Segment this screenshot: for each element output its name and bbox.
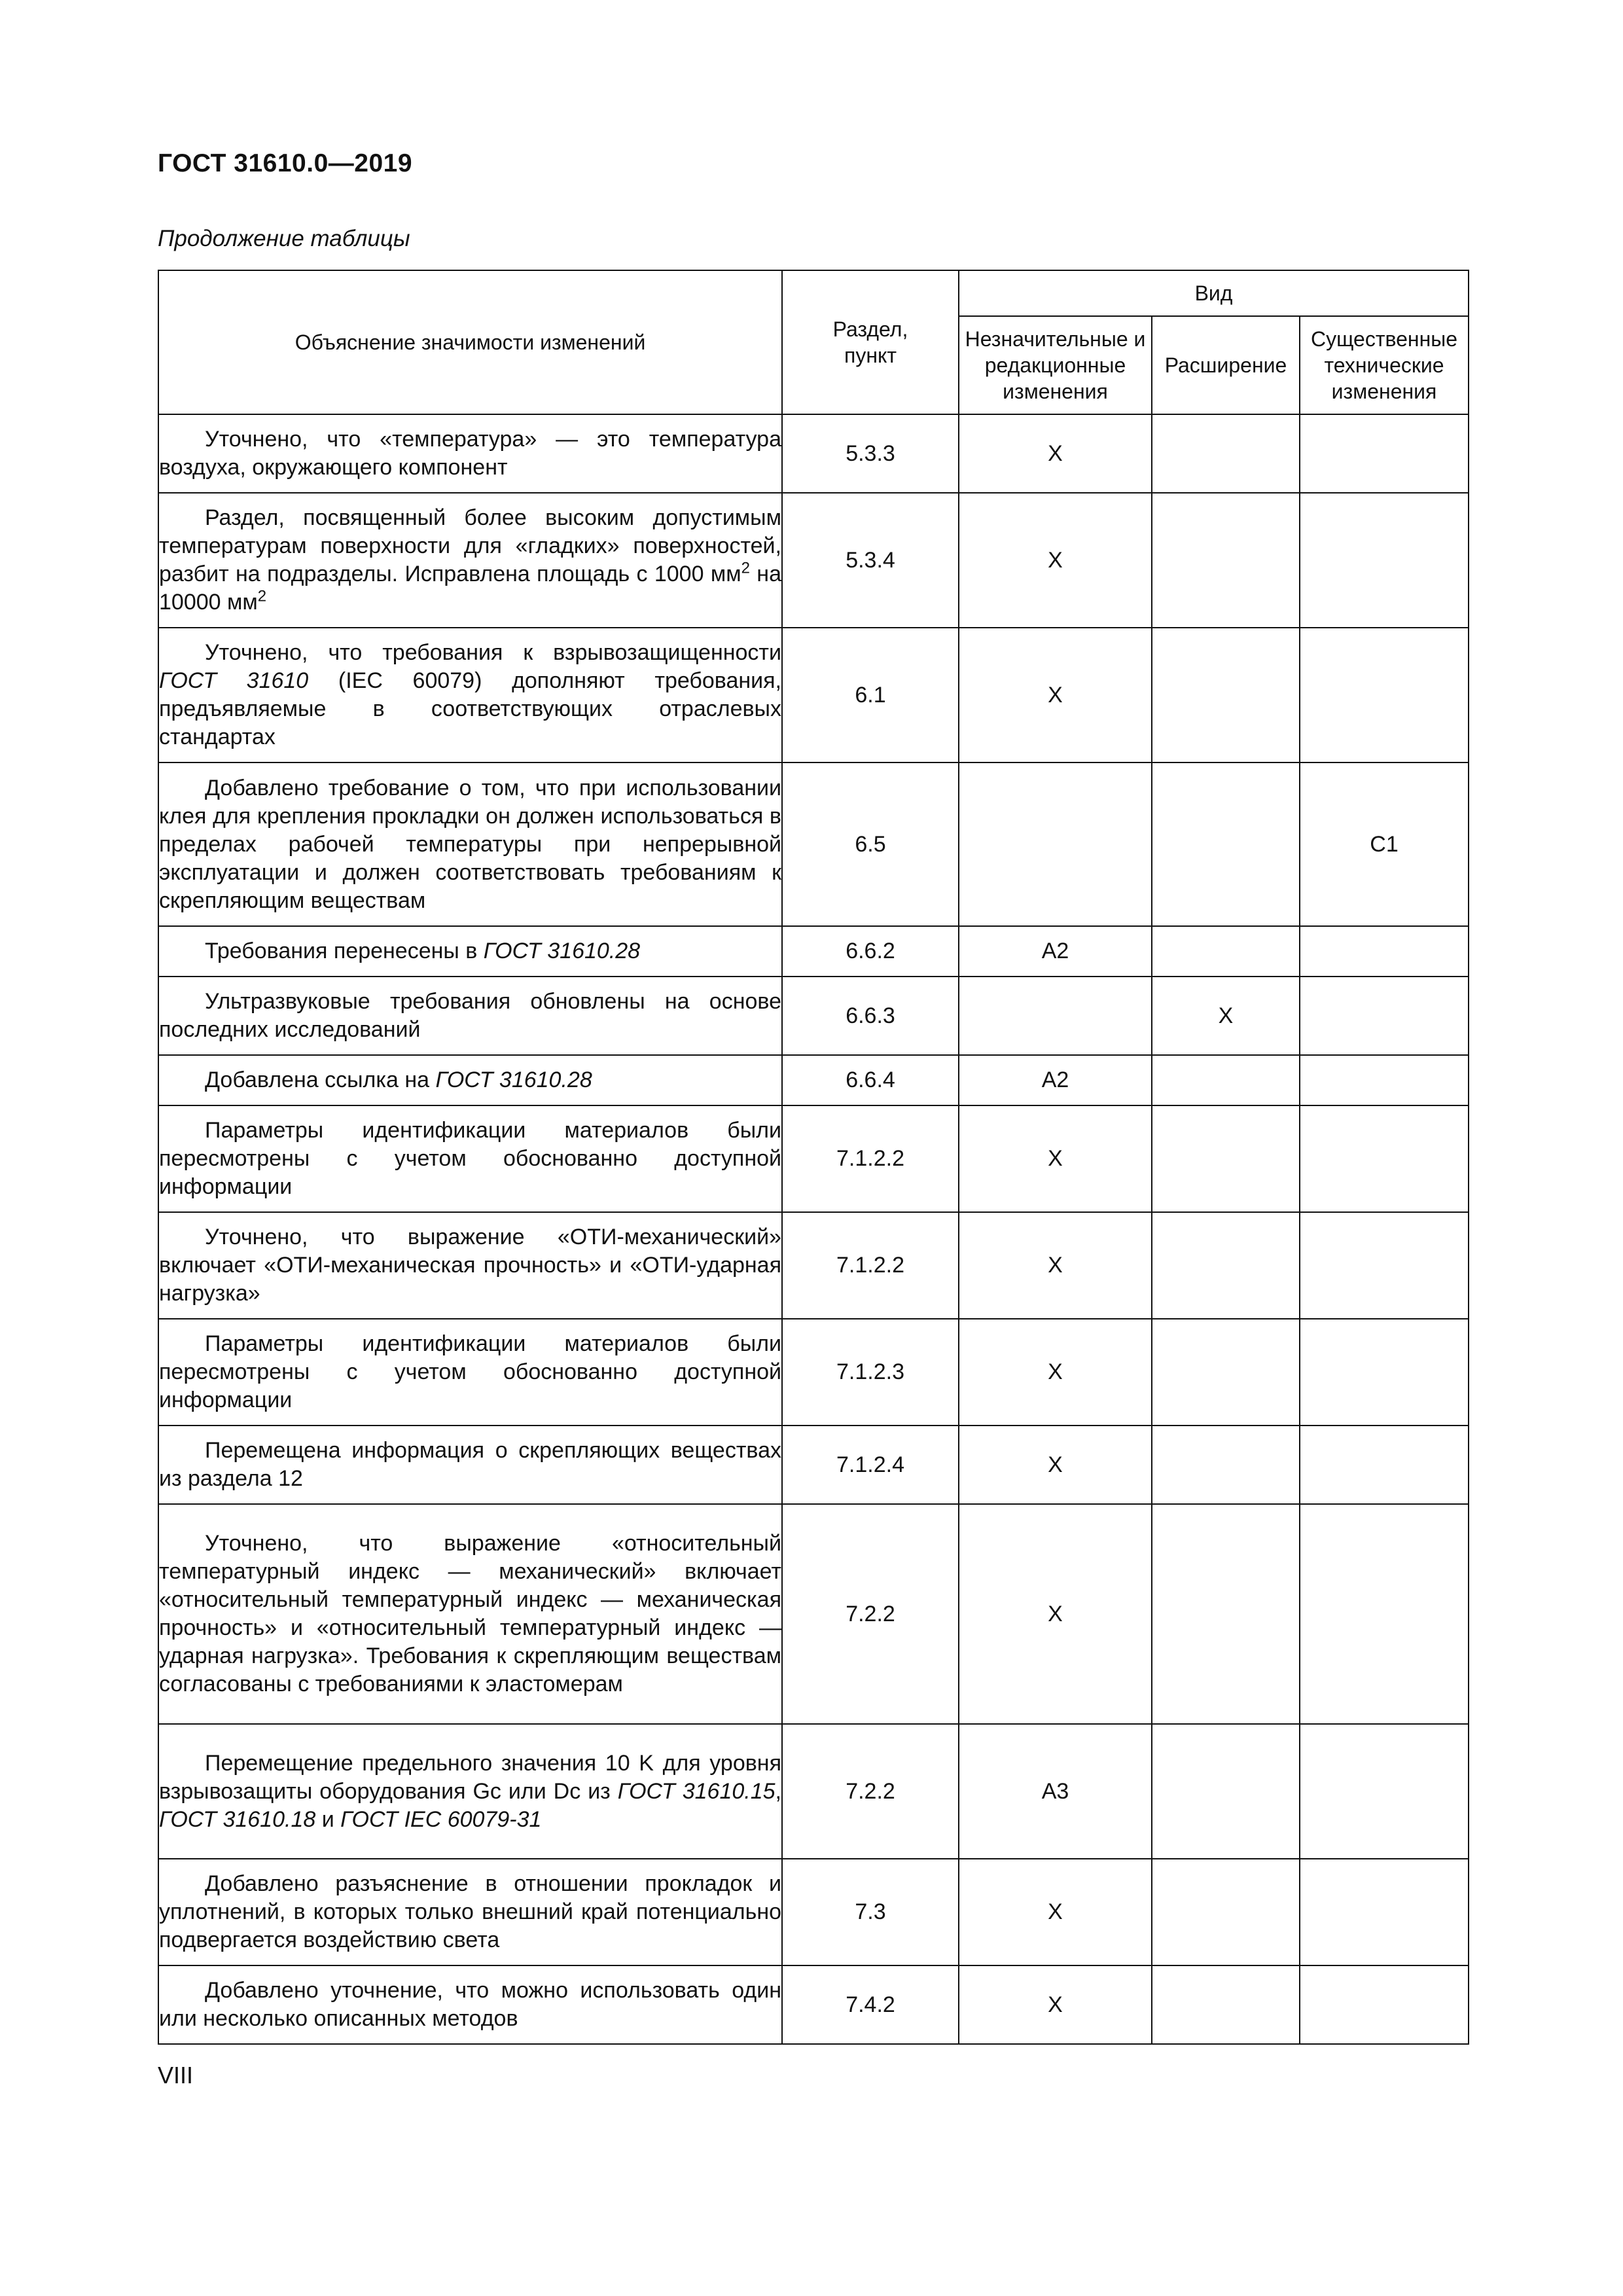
row-minor-mark: A2 bbox=[959, 1055, 1152, 1105]
row-explanation bbox=[158, 1965, 782, 2044]
row-explanation bbox=[158, 977, 782, 1055]
table-row bbox=[158, 1426, 1469, 1504]
row-major-mark bbox=[1300, 1105, 1469, 1212]
table-row bbox=[158, 628, 1469, 762]
row-explanation bbox=[158, 1055, 782, 1105]
table-row bbox=[158, 977, 1469, 1055]
changes-table bbox=[158, 270, 1469, 2045]
row-extension-mark bbox=[1152, 1319, 1300, 1426]
row-explanation-text: Перемещена информация о скрепляющих веществах из раздела 12 bbox=[159, 1438, 781, 1491]
row-extension-mark bbox=[1152, 414, 1300, 493]
row-extension-mark bbox=[1152, 1055, 1300, 1105]
row-explanation-text: Параметры идентификации материалов были пересмотрены с учетом обоснованно доступной информации bbox=[159, 1118, 781, 1199]
row-explanation bbox=[158, 1724, 782, 1859]
row-explanation-text: Уточнено, что выражение «ОТИ-механический» включает «ОТИ-механическая прочность» и «ОТИ-ударная нагрузка» bbox=[159, 1225, 781, 1306]
row-explanation bbox=[158, 628, 782, 762]
row-section: 5.3.3 bbox=[782, 414, 959, 493]
table-row bbox=[158, 1319, 1469, 1426]
row-extension-mark bbox=[1152, 926, 1300, 977]
row-explanation-text: Ультразвуковые требования обновлены на основе последних исследований bbox=[159, 989, 781, 1042]
table-row bbox=[158, 1212, 1469, 1319]
row-major-mark bbox=[1300, 1965, 1469, 2044]
row-explanation bbox=[158, 1319, 782, 1426]
row-minor-mark: X bbox=[959, 493, 1152, 628]
row-explanation bbox=[158, 414, 782, 493]
row-extension-mark bbox=[1152, 493, 1300, 628]
row-explanation-text: Раздел, посвященный более высоким допустимым температурам поверхности для «гладких» поверхностей, разбит на подразделы. Исправлена площадь с 1000 $мм^2$ на 10000 $мм^2$ bbox=[159, 505, 781, 615]
row-extension-mark bbox=[1152, 628, 1300, 762]
row-extension-mark bbox=[1152, 762, 1300, 926]
row-major-mark bbox=[1300, 1426, 1469, 1504]
row-explanation bbox=[158, 493, 782, 628]
table-row bbox=[158, 1504, 1469, 1724]
row-extension-mark bbox=[1152, 1965, 1300, 2044]
row-major-mark bbox=[1300, 1319, 1469, 1426]
row-minor-mark: X bbox=[959, 1319, 1152, 1426]
row-explanation bbox=[158, 1504, 782, 1724]
row-section: 7.2.2 bbox=[782, 1504, 959, 1724]
row-explanation-text: Уточнено, что выражение «относительный температурный индекс — механический» включает «относительный температурный индекс — механическая прочность» и «относительный температурный индекс — ударная нагрузка». Требования к скрепляющим веществам согласованы с требованиями к эластомерам bbox=[159, 1531, 781, 1696]
row-explanation-text: Добавлена ссылка на ГОСТ 31610.28 bbox=[205, 1067, 592, 1092]
row-minor-mark bbox=[959, 977, 1152, 1055]
row-explanation bbox=[158, 926, 782, 977]
row-major-mark bbox=[1300, 1724, 1469, 1859]
row-minor-mark: X bbox=[959, 1105, 1152, 1212]
row-explanation-text: Добавлено уточнение, что можно использовать один или несколько описанных методов bbox=[159, 1978, 781, 2031]
page-number: VIII bbox=[158, 2062, 194, 2089]
row-section: 7.1.2.2 bbox=[782, 1212, 959, 1319]
table-row bbox=[158, 414, 1469, 493]
row-major-mark bbox=[1300, 628, 1469, 762]
row-major-mark: C1 bbox=[1300, 762, 1469, 926]
document-header: ГОСТ 31610.0—2019 bbox=[158, 149, 413, 177]
row-major-mark bbox=[1300, 1859, 1469, 1965]
row-explanation-text: Уточнено, что «температура» — это температура воздуха, окружающего компонент bbox=[159, 427, 781, 480]
row-minor-mark: A3 bbox=[959, 1724, 1152, 1859]
row-extension-mark: X bbox=[1152, 977, 1300, 1055]
row-major-mark bbox=[1300, 493, 1469, 628]
row-minor-mark bbox=[959, 762, 1152, 926]
row-section: 7.1.2.3 bbox=[782, 1319, 959, 1426]
row-section: 7.1.2.4 bbox=[782, 1426, 959, 1504]
row-section: 7.2.2 bbox=[782, 1724, 959, 1859]
row-section: 6.6.3 bbox=[782, 977, 959, 1055]
row-extension-mark bbox=[1152, 1859, 1300, 1965]
table-continuation-label: Продолжение таблицы bbox=[158, 226, 410, 251]
row-section: 5.3.4 bbox=[782, 493, 959, 628]
row-major-mark bbox=[1300, 1055, 1469, 1105]
table-row bbox=[158, 1724, 1469, 1859]
table-row bbox=[158, 1105, 1469, 1212]
row-explanation bbox=[158, 1212, 782, 1319]
row-section: 6.6.2 bbox=[782, 926, 959, 977]
row-extension-mark bbox=[1152, 1212, 1300, 1319]
row-explanation bbox=[158, 1426, 782, 1504]
header-minor-changes: Незначительные и редакционные изменения bbox=[959, 316, 1152, 414]
row-minor-mark: A2 bbox=[959, 926, 1152, 977]
row-explanation-text: Добавлено разъяснение в отношении прокладок и уплотнений, в которых только внешний край потенциально подвергается воздействию света bbox=[159, 1871, 781, 1952]
table-row bbox=[158, 1055, 1469, 1105]
row-section: 7.4.2 bbox=[782, 1965, 959, 2044]
table-row bbox=[158, 1859, 1469, 1965]
table-row bbox=[158, 493, 1469, 628]
row-section: 6.1 bbox=[782, 628, 959, 762]
row-explanation-text: Добавлено требование о том, что при использовании клея для крепления прокладки он должен использоваться в пределах рабочей температуры при непрерывной эксплуатации и должен соответствовать требованиям к скрепляющим веществам bbox=[159, 775, 781, 913]
row-extension-mark bbox=[1152, 1504, 1300, 1724]
row-minor-mark: X bbox=[959, 1426, 1152, 1504]
row-major-mark bbox=[1300, 414, 1469, 493]
row-minor-mark: X bbox=[959, 1504, 1152, 1724]
row-extension-mark bbox=[1152, 1105, 1300, 1212]
header-kind: Вид bbox=[959, 270, 1469, 316]
header-section: Раздел, пункт bbox=[782, 270, 959, 414]
row-major-mark bbox=[1300, 1212, 1469, 1319]
row-minor-mark: X bbox=[959, 1965, 1152, 2044]
row-major-mark bbox=[1300, 977, 1469, 1055]
row-section: 7.3 bbox=[782, 1859, 959, 1965]
row-explanation bbox=[158, 762, 782, 926]
header-major-changes: Существенные технические изменения bbox=[1300, 316, 1469, 414]
table-row bbox=[158, 1965, 1469, 2044]
row-extension-mark bbox=[1152, 1724, 1300, 1859]
row-explanation bbox=[158, 1859, 782, 1965]
row-minor-mark: X bbox=[959, 628, 1152, 762]
row-explanation-text: Параметры идентификации материалов были пересмотрены с учетом обоснованно доступной информации bbox=[159, 1331, 781, 1412]
header-explanation: Объяснение значимости изменений bbox=[158, 270, 782, 414]
row-section: 6.5 bbox=[782, 762, 959, 926]
row-explanation-text: Перемещение предельного значения 10 K для уровня взрывозащиты оборудования Gc или Dc из ГОСТ 31610.15, ГОСТ 31610.18 и ГОСТ IEC 60079-31 bbox=[159, 1750, 781, 1832]
table-row bbox=[158, 926, 1469, 977]
row-minor-mark: X bbox=[959, 414, 1152, 493]
row-explanation-text: Требования перенесены в ГОСТ 31610.28 bbox=[205, 939, 641, 963]
row-extension-mark bbox=[1152, 1426, 1300, 1504]
row-section: 6.6.4 bbox=[782, 1055, 959, 1105]
row-section: 7.1.2.2 bbox=[782, 1105, 959, 1212]
row-minor-mark: X bbox=[959, 1859, 1152, 1965]
header-extension: Расширение bbox=[1152, 316, 1300, 414]
table-row bbox=[158, 762, 1469, 926]
row-major-mark bbox=[1300, 1504, 1469, 1724]
row-explanation-text: Уточнено, что требования к взрывозащищенности ГОСТ 31610 (IEC 60079) дополняют требования, предъявляемые в соответствующих отраслевых стандартах bbox=[159, 640, 782, 749]
row-explanation bbox=[158, 1105, 782, 1212]
row-major-mark bbox=[1300, 926, 1469, 977]
row-minor-mark: X bbox=[959, 1212, 1152, 1319]
